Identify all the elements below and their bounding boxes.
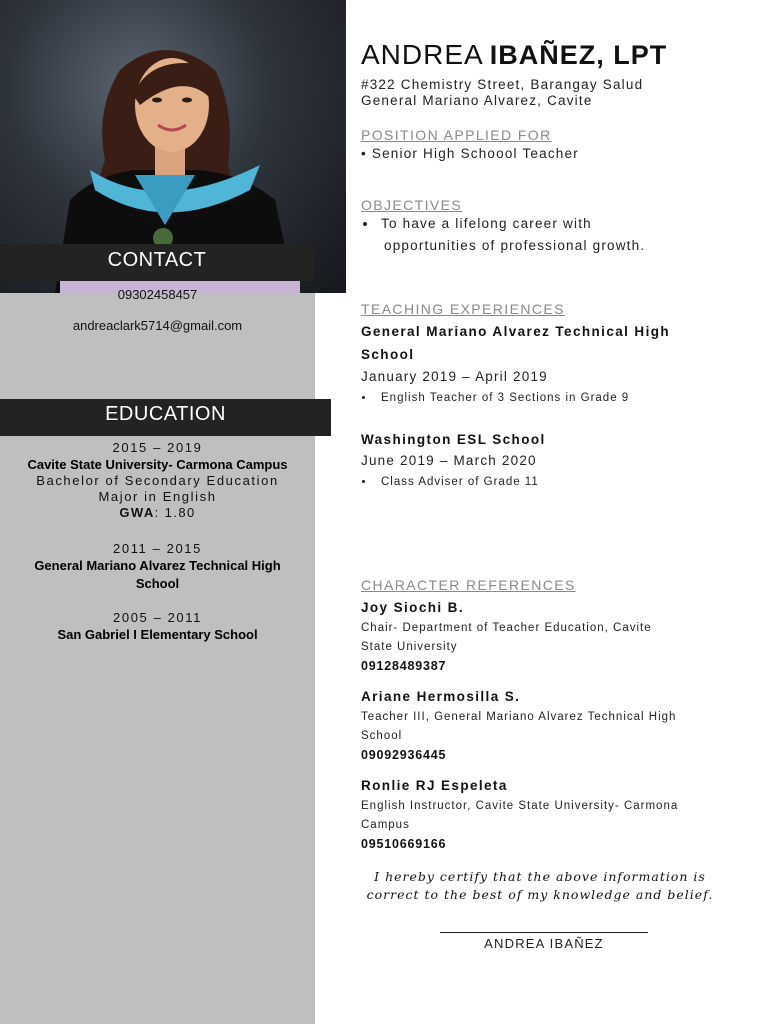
position-value: • Senior High Schoool Teacher <box>361 146 579 161</box>
job-2-dates: June 2019 – March 2020 <box>361 453 537 468</box>
education-major: Major in English <box>98 489 217 504</box>
certification-statement <box>350 868 730 904</box>
education-years-3: 2005 – 2011 <box>113 610 202 625</box>
job-1-school-line2: School <box>361 347 415 362</box>
reference-3-desc-1: English Instructor, Cavite State University- Carmona <box>361 800 679 812</box>
gwa-label: GWA <box>119 505 155 520</box>
first-name: ANDREA <box>361 39 484 70</box>
education-heading: EDUCATION <box>0 399 331 436</box>
reference-3-name: Ronlie RJ Espeleta <box>361 778 508 793</box>
reference-2-desc-1: Teacher III, General Mariano Alvarez Technical High <box>361 711 677 723</box>
bullet-icon <box>362 396 365 399</box>
signature-name: ANDREA IBAÑEZ <box>484 936 604 951</box>
objectives-text-1: To have a lifelong career with <box>381 216 592 231</box>
job-1-detail <box>362 392 629 404</box>
reference-1-name: Joy Siochi B. <box>361 600 464 615</box>
education-school-2-line1: General Mariano Alvarez Technical High <box>34 558 281 573</box>
education-school-3: San Gabriel I Elementary School <box>57 627 258 642</box>
reference-3-desc-2: Campus <box>361 819 410 831</box>
education-degree: Bachelor of Secondary Education <box>36 473 279 488</box>
education-school-2-line2: School <box>135 576 180 591</box>
job-1-detail-text: English Teacher of 3 Sections in Grade 9 <box>381 392 630 404</box>
contact-phone: 09302458457 <box>117 287 198 302</box>
objectives-heading: OBJECTIVES <box>361 197 463 213</box>
reference-1-desc-2: State University <box>361 641 458 653</box>
bullet-icon <box>362 480 365 483</box>
address-line-2: General Mariano Alvarez, Cavite <box>361 93 593 108</box>
gwa-value: : 1.80 <box>154 505 196 520</box>
job-1-dates: January 2019 – April 2019 <box>361 369 548 384</box>
experience-heading: TEACHING EXPERIENCES <box>361 301 565 317</box>
last-name: IBAÑEZ, LPT <box>489 40 668 70</box>
certification-line-2: correct to the best of my knowledge and belief. <box>366 887 714 902</box>
education-school-1: Cavite State University- Carmona Campus <box>27 457 288 472</box>
reference-2-phone: 09092936445 <box>361 748 447 762</box>
contact-email: andreaclark5714@gmail.com <box>72 318 243 333</box>
job-1-school-line1: General Mariano Alvarez Technical High <box>361 324 671 339</box>
bullet-icon <box>363 222 367 226</box>
objectives-line-1 <box>363 216 592 231</box>
reference-1-phone: 09128489387 <box>361 659 447 673</box>
job-2-detail <box>362 476 539 488</box>
job-2-detail-text: Class Adviser of Grade 11 <box>381 476 539 488</box>
education-years-1: 2015 – 2019 <box>112 440 203 455</box>
education-years-2: 2011 – 2015 <box>113 541 202 556</box>
signature-line <box>440 932 648 933</box>
education-gwa <box>0 505 315 520</box>
job-2-school: Washington ESL School <box>361 432 546 447</box>
contact-heading: CONTACT <box>0 244 314 281</box>
reference-2-name: Ariane Hermosilla S. <box>361 689 521 704</box>
references-heading: CHARACTER REFERENCES <box>361 577 576 593</box>
applicant-name <box>361 39 667 71</box>
reference-1-desc-1: Chair- Department of Teacher Education, Cavite <box>361 622 652 634</box>
reference-3-phone: 09510669166 <box>361 837 447 851</box>
reference-2-desc-2: School <box>361 730 403 742</box>
certification-line-1: I hereby certify that the above information is <box>374 869 706 884</box>
position-heading: POSITION APPLIED FOR <box>361 127 552 143</box>
address-line-1: #322 Chemistry Street, Barangay Salud <box>361 77 644 92</box>
objectives-line-2: opportunities of professional growth. <box>384 238 646 253</box>
